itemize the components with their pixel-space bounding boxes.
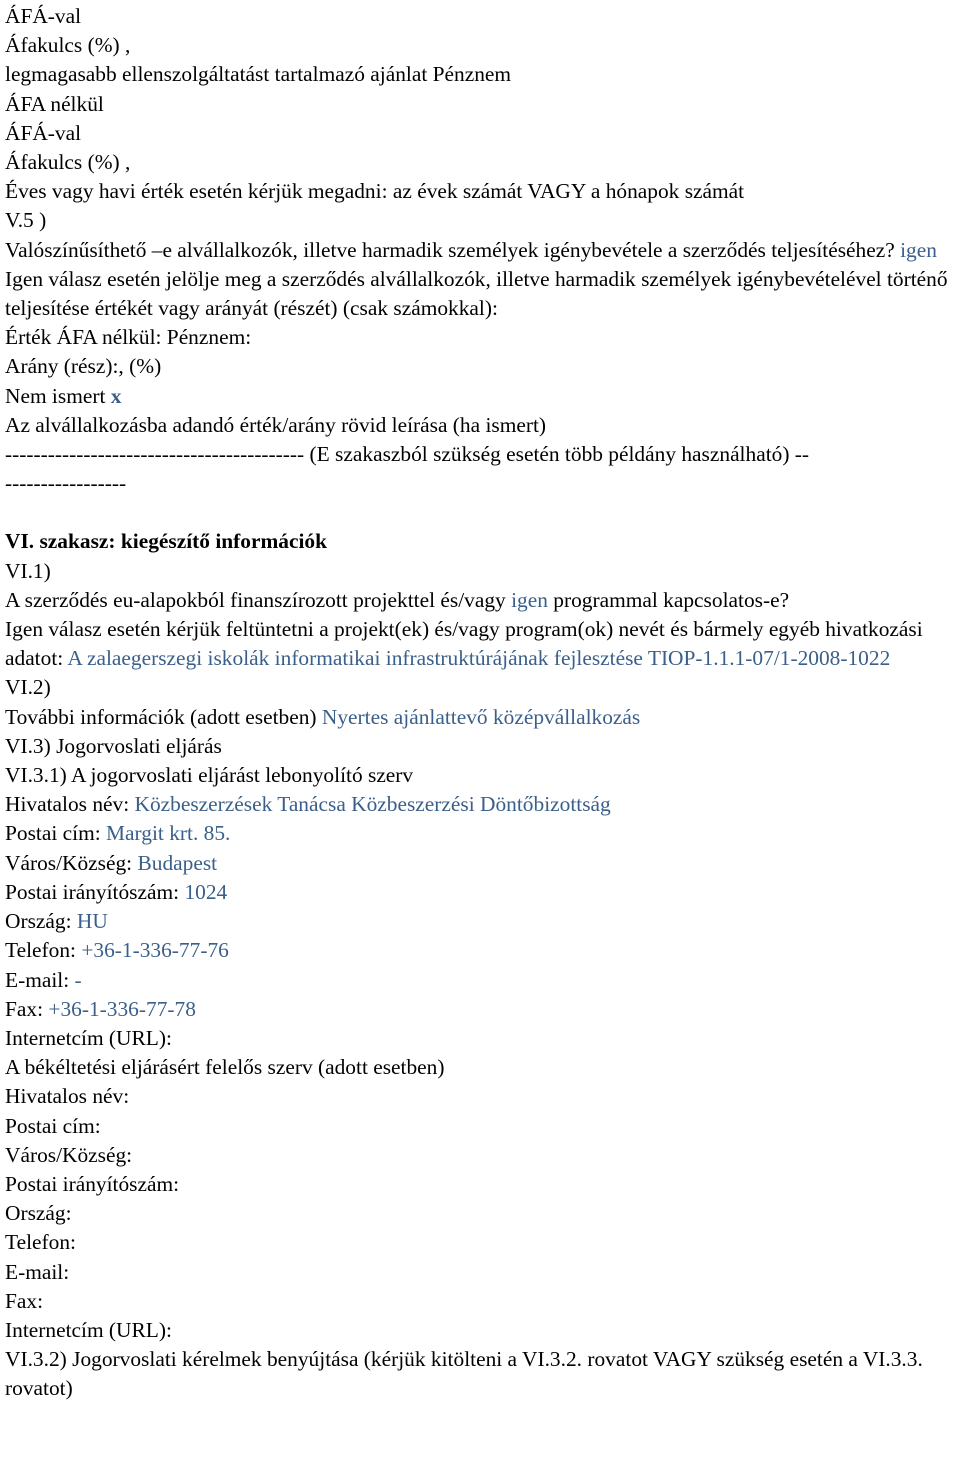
mediation-country-label: Ország:	[5, 1201, 72, 1226]
city-value: Budapest	[137, 850, 218, 875]
subcontractor-question	[5, 236, 955, 265]
review-body-city	[5, 849, 955, 878]
postal-code-label: Postai irányítószám:	[5, 879, 180, 904]
additional-info-line	[5, 703, 955, 732]
mediation-address-label: Postai cím:	[5, 1113, 101, 1138]
fax-value: +36-1-336-77-78	[48, 996, 196, 1021]
subcontractor-question-label: Valószínűsíthető –e alvállalkozók, illetve harmadik személyek igénybevétele a szerződés teljesítéséhez?	[5, 237, 895, 262]
unknown-line	[5, 382, 955, 411]
review-body-fax	[5, 995, 955, 1024]
spacer	[5, 498, 955, 527]
country-value: HU	[76, 909, 108, 934]
eu-funds-question	[5, 586, 955, 615]
section-vi1-number: VI.1)	[5, 558, 51, 583]
email-value: -	[74, 967, 82, 992]
review-body-phone	[5, 936, 955, 965]
mediation-zip-label: Postai irányítószám:	[5, 1171, 180, 1196]
mediation-email-label: E-mail:	[5, 1259, 70, 1284]
vat-rate-label: Áfakulcs (%) ,	[5, 33, 131, 58]
subcontract-description-label: Az alvállalkozásba adandó érték/arány rövid leírása (ha ismert)	[5, 412, 547, 437]
unknown-value: x	[110, 383, 122, 408]
additional-info-value: Nyertes ajánlattevő középvállalkozás	[321, 704, 641, 729]
review-body-zip	[5, 878, 955, 907]
section-separator: ------------------------------------------ (E szakaszból szükség esetén több példány használható) --	[5, 442, 810, 467]
eu-project-instruction: Igen válasz esetén kérjük feltüntetni a projekt(ek) és/vagy program(ok) nevét és bármely egyéb hivatkozási adatot:	[5, 617, 923, 671]
postal-address-label: Postai cím:	[5, 821, 101, 846]
mediation-phone-label: Telefon:	[5, 1230, 76, 1255]
review-body-name	[5, 790, 955, 819]
fax-label: Fax:	[5, 996, 44, 1021]
review-body-address	[5, 819, 955, 848]
section-vi2-number: VI.2)	[5, 675, 51, 700]
mediation-name-label: Hivatalos név:	[5, 1084, 130, 1109]
eu-funds-question-value: igen	[511, 587, 548, 612]
mediation-fax-label: Fax:	[5, 1288, 44, 1313]
additional-info-label: További információk (adott esetben)	[5, 704, 317, 729]
ratio-line: Arány (rész):, (%)	[5, 354, 162, 379]
phone-value: +36-1-336-77-76	[81, 938, 229, 963]
value-without-vat-line: Érték ÁFA nélkül: Pénznem:	[5, 325, 252, 350]
vat-rate-label-2: Áfakulcs (%) ,	[5, 150, 131, 175]
eu-funds-question-end: programmal kapcsolatos-e?	[553, 587, 790, 612]
section-vi-title: VI. szakasz: kiegészítő információk	[5, 529, 328, 554]
eu-project-reference-value: A zalaegerszegi iskolák informatikai infrastruktúrájának fejlesztése TIOP-1.1.1-07/1-2008-1022	[67, 646, 891, 671]
vat-inclusive-label: ÁFÁ-val	[5, 4, 82, 28]
review-body-url-label: Internetcím (URL):	[5, 1025, 172, 1050]
highest-offer-currency-label: legmagasabb ellenszolgáltatást tartalmazó ajánlat Pénznem	[5, 62, 512, 87]
city-label: Város/Község:	[5, 850, 133, 875]
subcontractor-instruction: Igen válasz esetén jelölje meg a szerződés alvállalkozók, illetve harmadik személyek igénybevételével történő teljesítése értékét vagy arányát (részét) (csak számokkal):	[5, 266, 948, 321]
postal-address-value: Margit krt. 85.	[106, 821, 231, 846]
subcontractor-question-value: igen	[900, 237, 937, 262]
country-label: Ország:	[5, 909, 72, 934]
mediation-url-label: Internetcím (URL):	[5, 1317, 172, 1342]
mediation-city-label: Város/Község:	[5, 1142, 133, 1167]
annual-monthly-note: Éves vagy havi érték esetén kérjük megadni: az évek számát VAGY a hónapok számát	[5, 179, 745, 204]
eu-project-reference	[5, 615, 955, 673]
vat-inclusive-label-2: ÁFÁ-val	[5, 120, 82, 145]
section-vi32-title: VI.3.2) Jogorvoslati kérelmek benyújtása (kérjük kitölteni a VI.3.2. rovatot VAGY szükség esetén a VI.3.3. rovatot)	[5, 1347, 923, 1401]
official-name-value: Közbeszerzések Tanácsa Közbeszerzési Döntőbizottság	[134, 792, 611, 817]
official-name-label: Hivatalos név:	[5, 792, 130, 817]
unknown-label: Nem ismert	[5, 383, 106, 408]
postal-code-value: 1024	[184, 879, 228, 904]
email-label: E-mail:	[5, 967, 70, 992]
phone-label: Telefon:	[5, 938, 76, 963]
mediation-body-title: A békéltetési eljárásért felelős szerv (adott esetben)	[5, 1055, 445, 1080]
review-body-country	[5, 907, 955, 936]
eu-funds-question-label: A szerződés eu-alapokból finanszírozott projekttel és/vagy	[5, 587, 506, 612]
section-vi3-title: VI.3) Jogorvoslati eljárás	[5, 733, 222, 758]
section-v5-number: V.5 )	[5, 208, 47, 233]
review-body-email	[5, 966, 955, 995]
without-vat-label: ÁFA nélkül	[5, 91, 104, 116]
section-separator-end: -----------------	[5, 471, 127, 496]
section-vi31-title: VI.3.1) A jogorvoslati eljárást lebonyolító szerv	[5, 763, 414, 788]
